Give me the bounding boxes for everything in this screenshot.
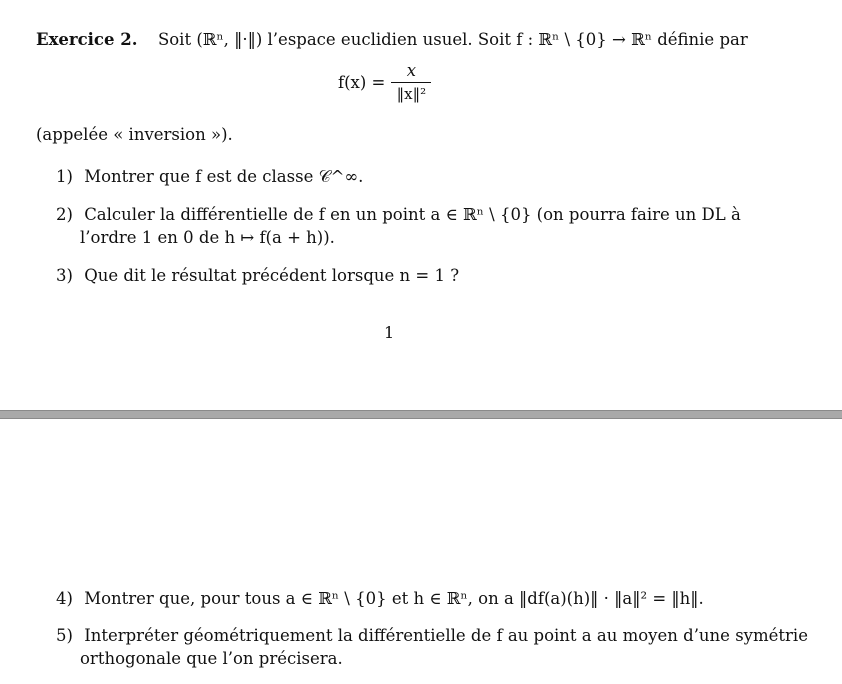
question-2-continuation: l’ordre 1 en 0 de h ↦ f(a + h)). xyxy=(80,228,335,247)
question-number: 5) xyxy=(56,626,73,645)
inversion-note: (appelée « inversion »). xyxy=(36,125,233,144)
formula-denominator: ‖x‖² xyxy=(396,85,427,103)
exercise-heading-line xyxy=(36,29,748,51)
question-text: Interpréter géométriquement la différentielle de f au point a au moyen d’une symétrie xyxy=(84,626,808,645)
question-5-continuation: orthogonale que l’on précisera. xyxy=(80,649,343,668)
exercise-intro: Soit (ℝⁿ, ‖·‖) l’espace euclidien usuel. Soit f : ℝⁿ \ {0} → ℝⁿ définie par xyxy=(157,30,748,49)
formula-numerator: x xyxy=(406,61,417,80)
document-page-2 xyxy=(0,420,842,684)
question-text: Montrer que f est de classe 𝒞^∞. xyxy=(84,167,364,186)
question-2 xyxy=(56,204,741,226)
page-separator xyxy=(0,410,842,419)
question-number: 3) xyxy=(56,266,73,285)
question-number: 4) xyxy=(56,589,73,608)
question-text: Montrer que, pour tous a ∈ ℝⁿ \ {0} et h ∈ ℝⁿ, on a ‖df(a)(h)‖ · ‖a‖² = ‖h‖. xyxy=(84,589,704,608)
question-3 xyxy=(56,265,459,287)
question-5 xyxy=(56,625,808,647)
exercise-label: Exercice 2. xyxy=(36,30,138,49)
page-number: 1 xyxy=(384,323,395,342)
question-number: 1) xyxy=(56,167,73,186)
question-1 xyxy=(56,166,363,188)
fraction-bar xyxy=(391,82,431,83)
question-4 xyxy=(56,588,704,610)
question-text: Calculer la différentielle de f en un point a ∈ ℝⁿ \ {0} (on pourra faire un DL à xyxy=(84,205,741,224)
question-text: Que dit le résultat précédent lorsque n = 1 ? xyxy=(84,266,460,285)
formula-lhs: f(x) = xyxy=(338,73,386,92)
question-number: 2) xyxy=(56,205,73,224)
inversion-formula xyxy=(338,62,431,103)
